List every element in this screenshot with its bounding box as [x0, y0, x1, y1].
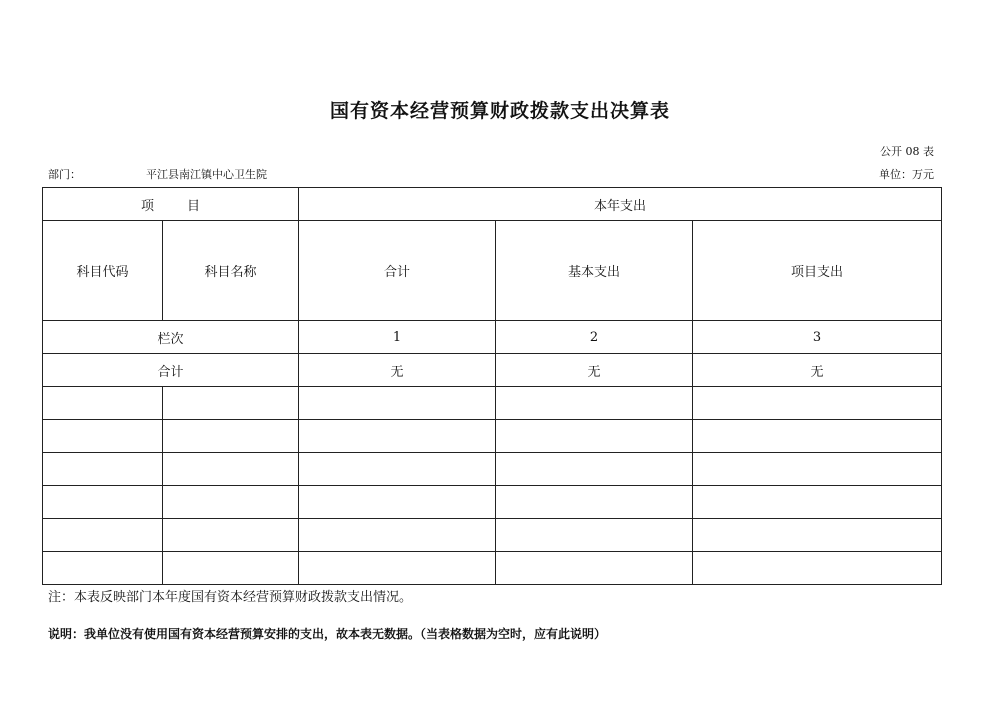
total-value: 无	[299, 354, 496, 387]
empty-cell	[496, 453, 693, 486]
unit-label: 单位：万元	[879, 168, 934, 181]
empty-cell	[163, 486, 299, 519]
col-basic-spending: 基本支出	[496, 221, 693, 321]
empty-cell	[163, 519, 299, 552]
empty-cell	[299, 453, 496, 486]
empty-cell	[43, 552, 163, 585]
header-item: 项 目	[43, 188, 299, 221]
page-title: 国有资本经营预算财政拨款支出决算表	[329, 100, 670, 122]
empty-cell	[299, 519, 496, 552]
department-label: 部门：	[48, 168, 81, 181]
empty-cell	[43, 453, 163, 486]
empty-cell	[693, 486, 942, 519]
table-row	[43, 387, 942, 420]
table-row	[43, 420, 942, 453]
explanation-text: 说明：我单位没有使用国有资本经营预算安排的支出，故本表无数据。（当表格数据为空时，应有此说明）	[48, 627, 607, 641]
col-subject-code: 科目代码	[43, 221, 163, 321]
sequence-cell: 1	[299, 321, 496, 354]
sequence-row	[43, 321, 942, 354]
table-subheader-row	[43, 221, 942, 321]
table-header-row	[43, 188, 942, 221]
empty-cell	[43, 387, 163, 420]
empty-cell	[43, 486, 163, 519]
sequence-cell: 2	[496, 321, 693, 354]
total-label: 合计	[43, 354, 299, 387]
empty-cell	[496, 420, 693, 453]
empty-cell	[496, 387, 693, 420]
empty-cell	[693, 453, 942, 486]
empty-cell	[496, 519, 693, 552]
empty-cell	[299, 420, 496, 453]
empty-cell	[693, 387, 942, 420]
empty-cell	[496, 486, 693, 519]
col-total: 合计	[299, 221, 496, 321]
empty-cell	[693, 420, 942, 453]
empty-cell	[693, 552, 942, 585]
total-value: 无	[496, 354, 693, 387]
table-row	[43, 552, 942, 585]
total-row	[43, 354, 942, 387]
empty-cell	[43, 420, 163, 453]
empty-cell	[163, 453, 299, 486]
empty-cell	[43, 519, 163, 552]
form-number: 公开 08 表	[880, 145, 934, 158]
empty-cell	[299, 387, 496, 420]
table-row	[43, 486, 942, 519]
empty-cell	[163, 387, 299, 420]
empty-cell	[693, 519, 942, 552]
table-row	[43, 453, 942, 486]
empty-cell	[496, 552, 693, 585]
empty-cell	[299, 486, 496, 519]
col-subject-name: 科目名称	[163, 221, 299, 321]
sequence-cell: 3	[693, 321, 942, 354]
empty-cell	[163, 420, 299, 453]
header-current-year-spending: 本年支出	[299, 188, 942, 221]
sequence-label: 栏次	[43, 321, 299, 354]
department-name: 平江县南江镇中心卫生院	[146, 168, 267, 181]
col-project-spending: 项目支出	[693, 221, 942, 321]
expenditure-table	[42, 187, 942, 585]
table-row	[43, 519, 942, 552]
empty-cell	[163, 552, 299, 585]
empty-cell	[299, 552, 496, 585]
table-note: 注：本表反映部门本年度国有资本经营预算财政拨款支出情况。	[48, 590, 413, 605]
total-value: 无	[693, 354, 942, 387]
